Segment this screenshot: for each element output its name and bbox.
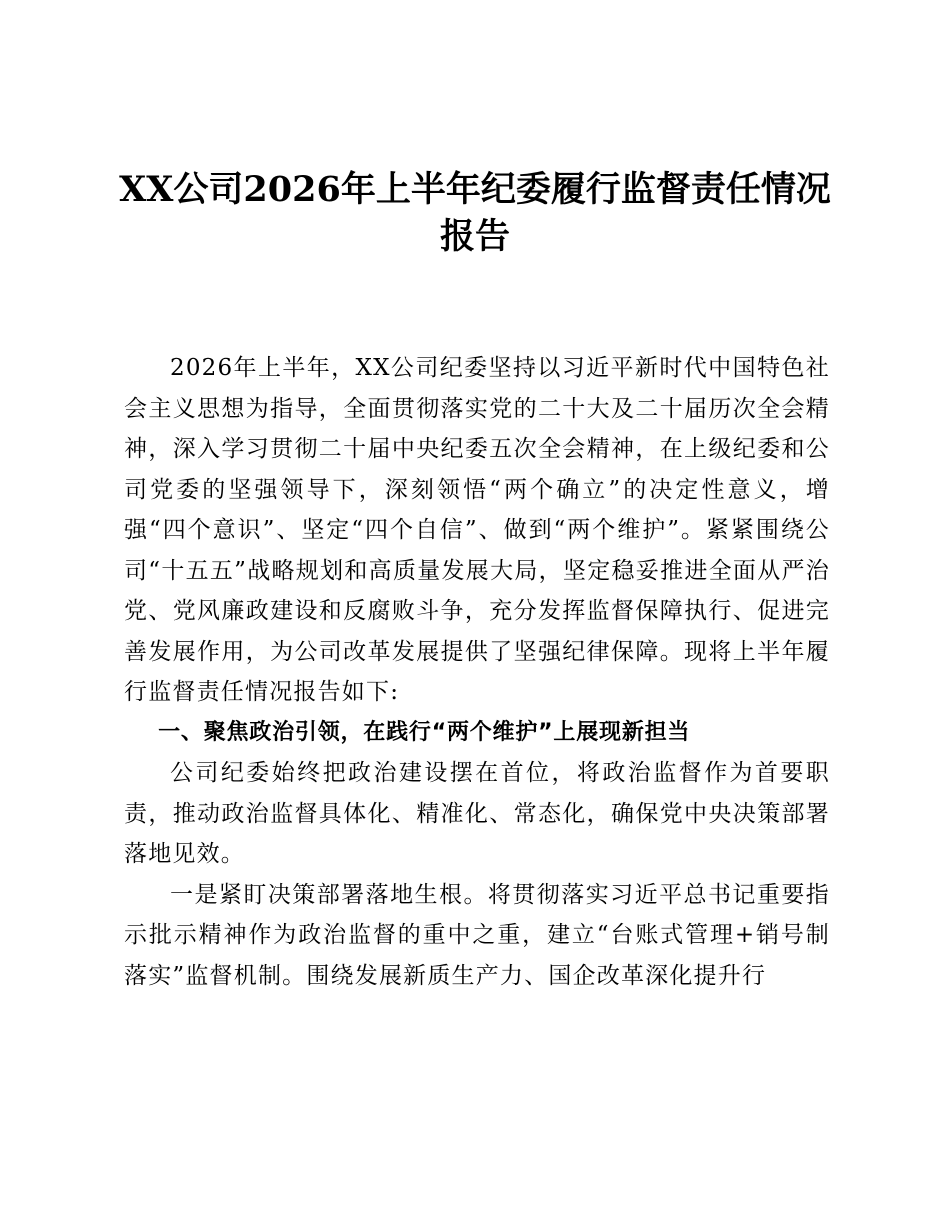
document-body bbox=[124, 348, 830, 996]
section-1-intro-paragraph: 公司纪委始终把政治建设摆在首位，将政治监督作为首要职责，推动政治监督具体化、精准化、常态化，确保党中央决策部署落地见效。 bbox=[124, 760, 830, 867]
intro-paragraph: 2026年上半年，XX公司纪委坚持以习近平新时代中国特色社会主义思想为指导，全面贯彻落实党的二十大及二十届历次全会精神，深入学习贯彻二十届中央纪委五次全会精神，在上级纪委和公司党委的坚强领导下，深刻领悟“两个确立”的决定性意义，增强“四个意识”、坚定“四个自信”、做到“两个维护”。紧紧围绕公司“十五五”战略规划和高质量发展大局，坚定稳妥推进全面从严治党、党风廉政建设和反腐败斗争，充分发挥监督保障执行、促进完善发展作用，为公司改革发展提供了坚强纪律保障。现将上半年履行监督责任情况报告如下: bbox=[124, 355, 830, 705]
title-line-1: XX公司2026年上半年纪委履行监督责任情况 bbox=[119, 169, 831, 210]
section-1-heading: 一、聚焦政治引领，在践行“两个维护”上展现新担当 bbox=[158, 719, 691, 745]
document-title bbox=[0, 166, 950, 260]
section-1-item-1-paragraph: 一是紧盯决策部署落地生根。将贯彻落实习近平总书记重要指示批示精神作为政治监督的重中之重，建立“台账式管理+销号制落实”监督机制。围绕发展新质生产力、国企改革深化提升行 bbox=[124, 881, 830, 989]
title-line-2: 报告 bbox=[439, 216, 510, 257]
